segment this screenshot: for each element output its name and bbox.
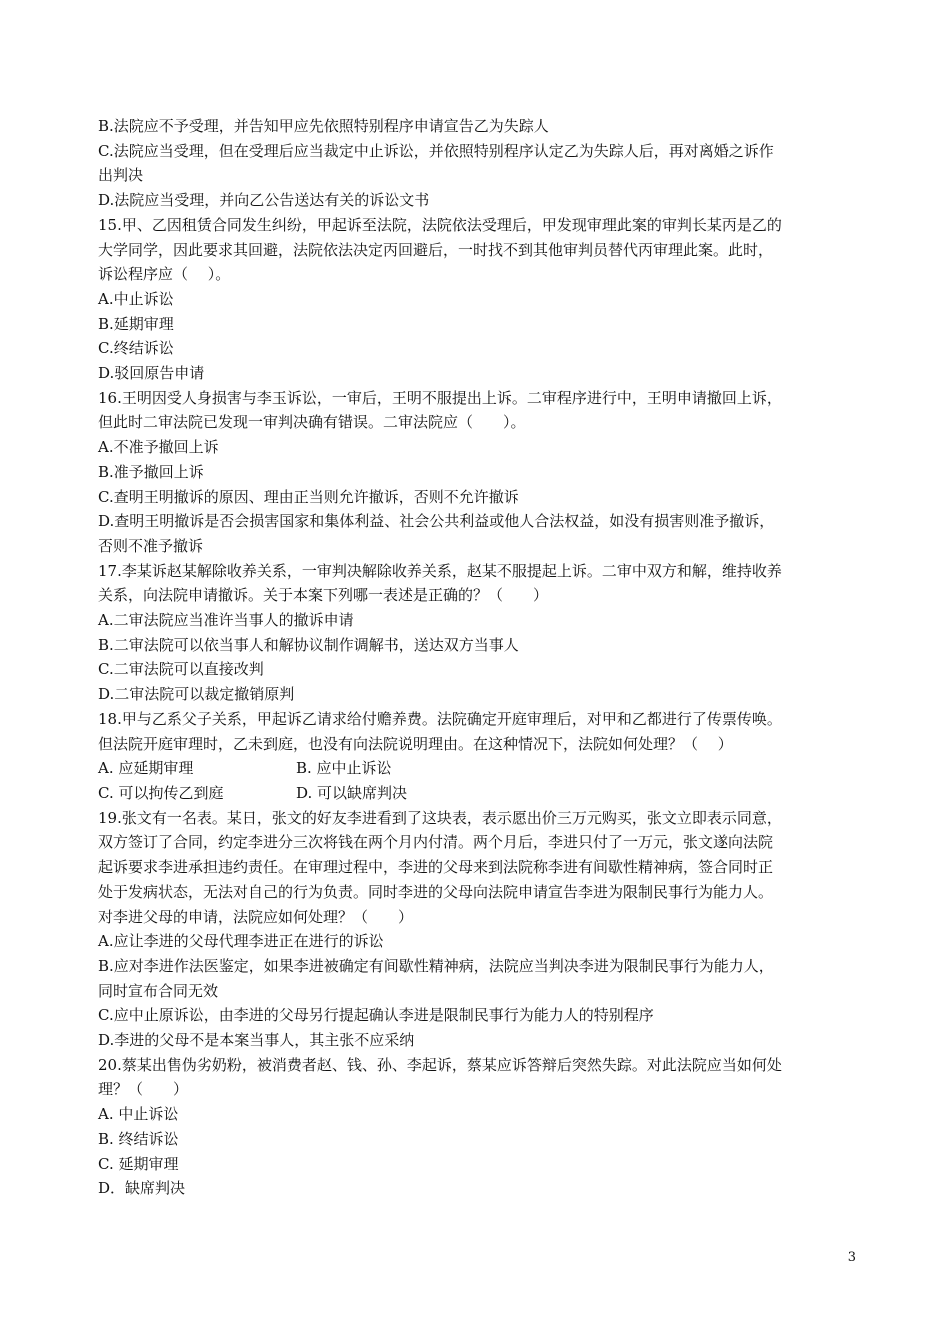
text-line: A.中止诉讼	[98, 289, 174, 308]
options-row	[98, 781, 856, 806]
document-body	[98, 114, 856, 1201]
text-line: A.不准予撤回上诉	[98, 438, 219, 457]
text-line: C. 延期审理	[98, 1154, 179, 1173]
text-line: B.准予撤回上诉	[98, 462, 204, 481]
text-line: 但此时二审法院已发现一审判决确有错误。二审法院应（ ）。	[98, 413, 526, 432]
text-line: 出判决	[98, 166, 144, 185]
text-line: B.二审法院可以依当事人和解协议制作调解书，送达双方当事人	[98, 635, 519, 654]
option-d: D. 可以缺席判决	[296, 783, 408, 802]
text-line: C.应中止原诉讼，由李进的父母另行提起确认李进是限制民事行为能力人的特别程序	[98, 1006, 654, 1025]
options-row	[98, 756, 856, 781]
text-line: B. 终结诉讼	[98, 1129, 179, 1148]
text-line: D.二审法院可以裁定撤销原判	[98, 685, 295, 704]
text-line: 16.王明因受人身损害与李玉诉讼，一审后，王明不服提出上诉。二审程序进行中，王明申请撤回上诉，	[98, 388, 782, 407]
text-line: 起诉要求李进承担违约责任。在审理过程中，李进的父母来到法院称李进有间歇性精神病，签合同时正	[98, 858, 774, 877]
text-line: C.终结诉讼	[98, 339, 174, 358]
text-line: C.查明王明撤诉的原因、理由正当则允许撤诉，否则不允许撤诉	[98, 487, 519, 506]
text-line: A.应让李进的父母代理李进正在进行的诉讼	[98, 932, 384, 951]
text-line: 20.蔡某出售伪劣奶粉，被消费者赵、钱、孙、李起诉，蔡某应诉答辩后突然失踪。对此法院应当如何处	[98, 1055, 782, 1074]
text-line: 17.李某诉赵某解除收养关系，一审判决解除收养关系，赵某不服提起上诉。二审中双方和解，维持收养	[98, 561, 782, 580]
text-line: 18.甲与乙系父子关系，甲起诉乙请求给付赡养费。法院确定开庭审理后，对甲和乙都进行了传票传唤。	[98, 709, 782, 728]
text-line: B.应对李进作法医鉴定，如果李进被确定有间歇性精神病，法院应当判决李进为限制民事行为能力人，	[98, 956, 774, 975]
text-line: D.李进的父母不是本案当事人，其主张不应采纳	[98, 1031, 415, 1050]
page-number: 3	[847, 1250, 856, 1265]
text-line: 双方签订了合同，约定李进分三次将钱在两个月内付清。两个月后，李进只付了一万元，张文遂向法院	[98, 833, 774, 852]
text-line: 否则不准予撤诉	[98, 536, 204, 555]
text-line: D．缺席判决	[98, 1179, 186, 1198]
text-line: D.法院应当受理，并向乙公告送达有关的诉讼文书	[98, 191, 430, 210]
text-line: A.二审法院应当准许当事人的撤诉申请	[98, 611, 354, 630]
text-line: B.法院应不予受理，并告知甲应先依照特别程序申请宣告乙为失踪人	[98, 117, 549, 135]
text-line: 大学同学，因此要求其回避，法院依法决定丙回避后，一时找不到其他审判员替代丙审理此案。此时，	[98, 240, 774, 259]
option-a: A. 应延期审理	[98, 759, 194, 778]
text-line: C.法院应当受理，但在受理后应当裁定中止诉讼，并依照特别程序认定乙为失踪人后，再对离婚之诉作	[98, 141, 774, 160]
text-line: C.二审法院可以直接改判	[98, 660, 264, 679]
text-line: A. 中止诉讼	[98, 1105, 179, 1124]
text-line: B.延期审理	[98, 314, 174, 333]
text-line: 对李进父母的申请，法院应如何处理？（ ）	[98, 907, 414, 926]
text-line: 诉讼程序应（ ）。	[98, 265, 231, 284]
option-b: B. 应中止诉讼	[296, 759, 392, 778]
text-line: 理？（ ）	[98, 1080, 189, 1099]
text-line: 关系，向法院申请撤诉。关于本案下列哪一表述是正确的？（ ）	[98, 586, 549, 605]
text-line: D.驳回原告申请	[98, 364, 205, 383]
text-line: 同时宣布合同无效	[98, 981, 219, 1000]
text-line: 19.张文有一名表。某日，张文的好友李进看到了这块表，表示愿出价三万元购买，张文立即表示同意，	[98, 808, 782, 827]
text-line: 15.甲、乙因租赁合同发生纠纷，甲起诉至法院，法院依法受理后，甲发现审理此案的审判长某丙是乙的	[98, 215, 782, 234]
option-c: C. 可以拘传乙到庭	[98, 783, 224, 802]
text-line: 但法院开庭审理时，乙未到庭，也没有向法院说明理由。在这种情况下，法院如何处理？（ ）	[98, 734, 733, 753]
text-line: D.查明王明撤诉是否会损害国家和集体利益、社会公共利益或他人合法权益，如没有损害则准予撤诉，	[98, 512, 775, 531]
text-line: 处于发病状态，无法对自己的行为负责。同时李进的父母向法院申请宣告李进为限制民事行为能力人。	[98, 882, 774, 901]
